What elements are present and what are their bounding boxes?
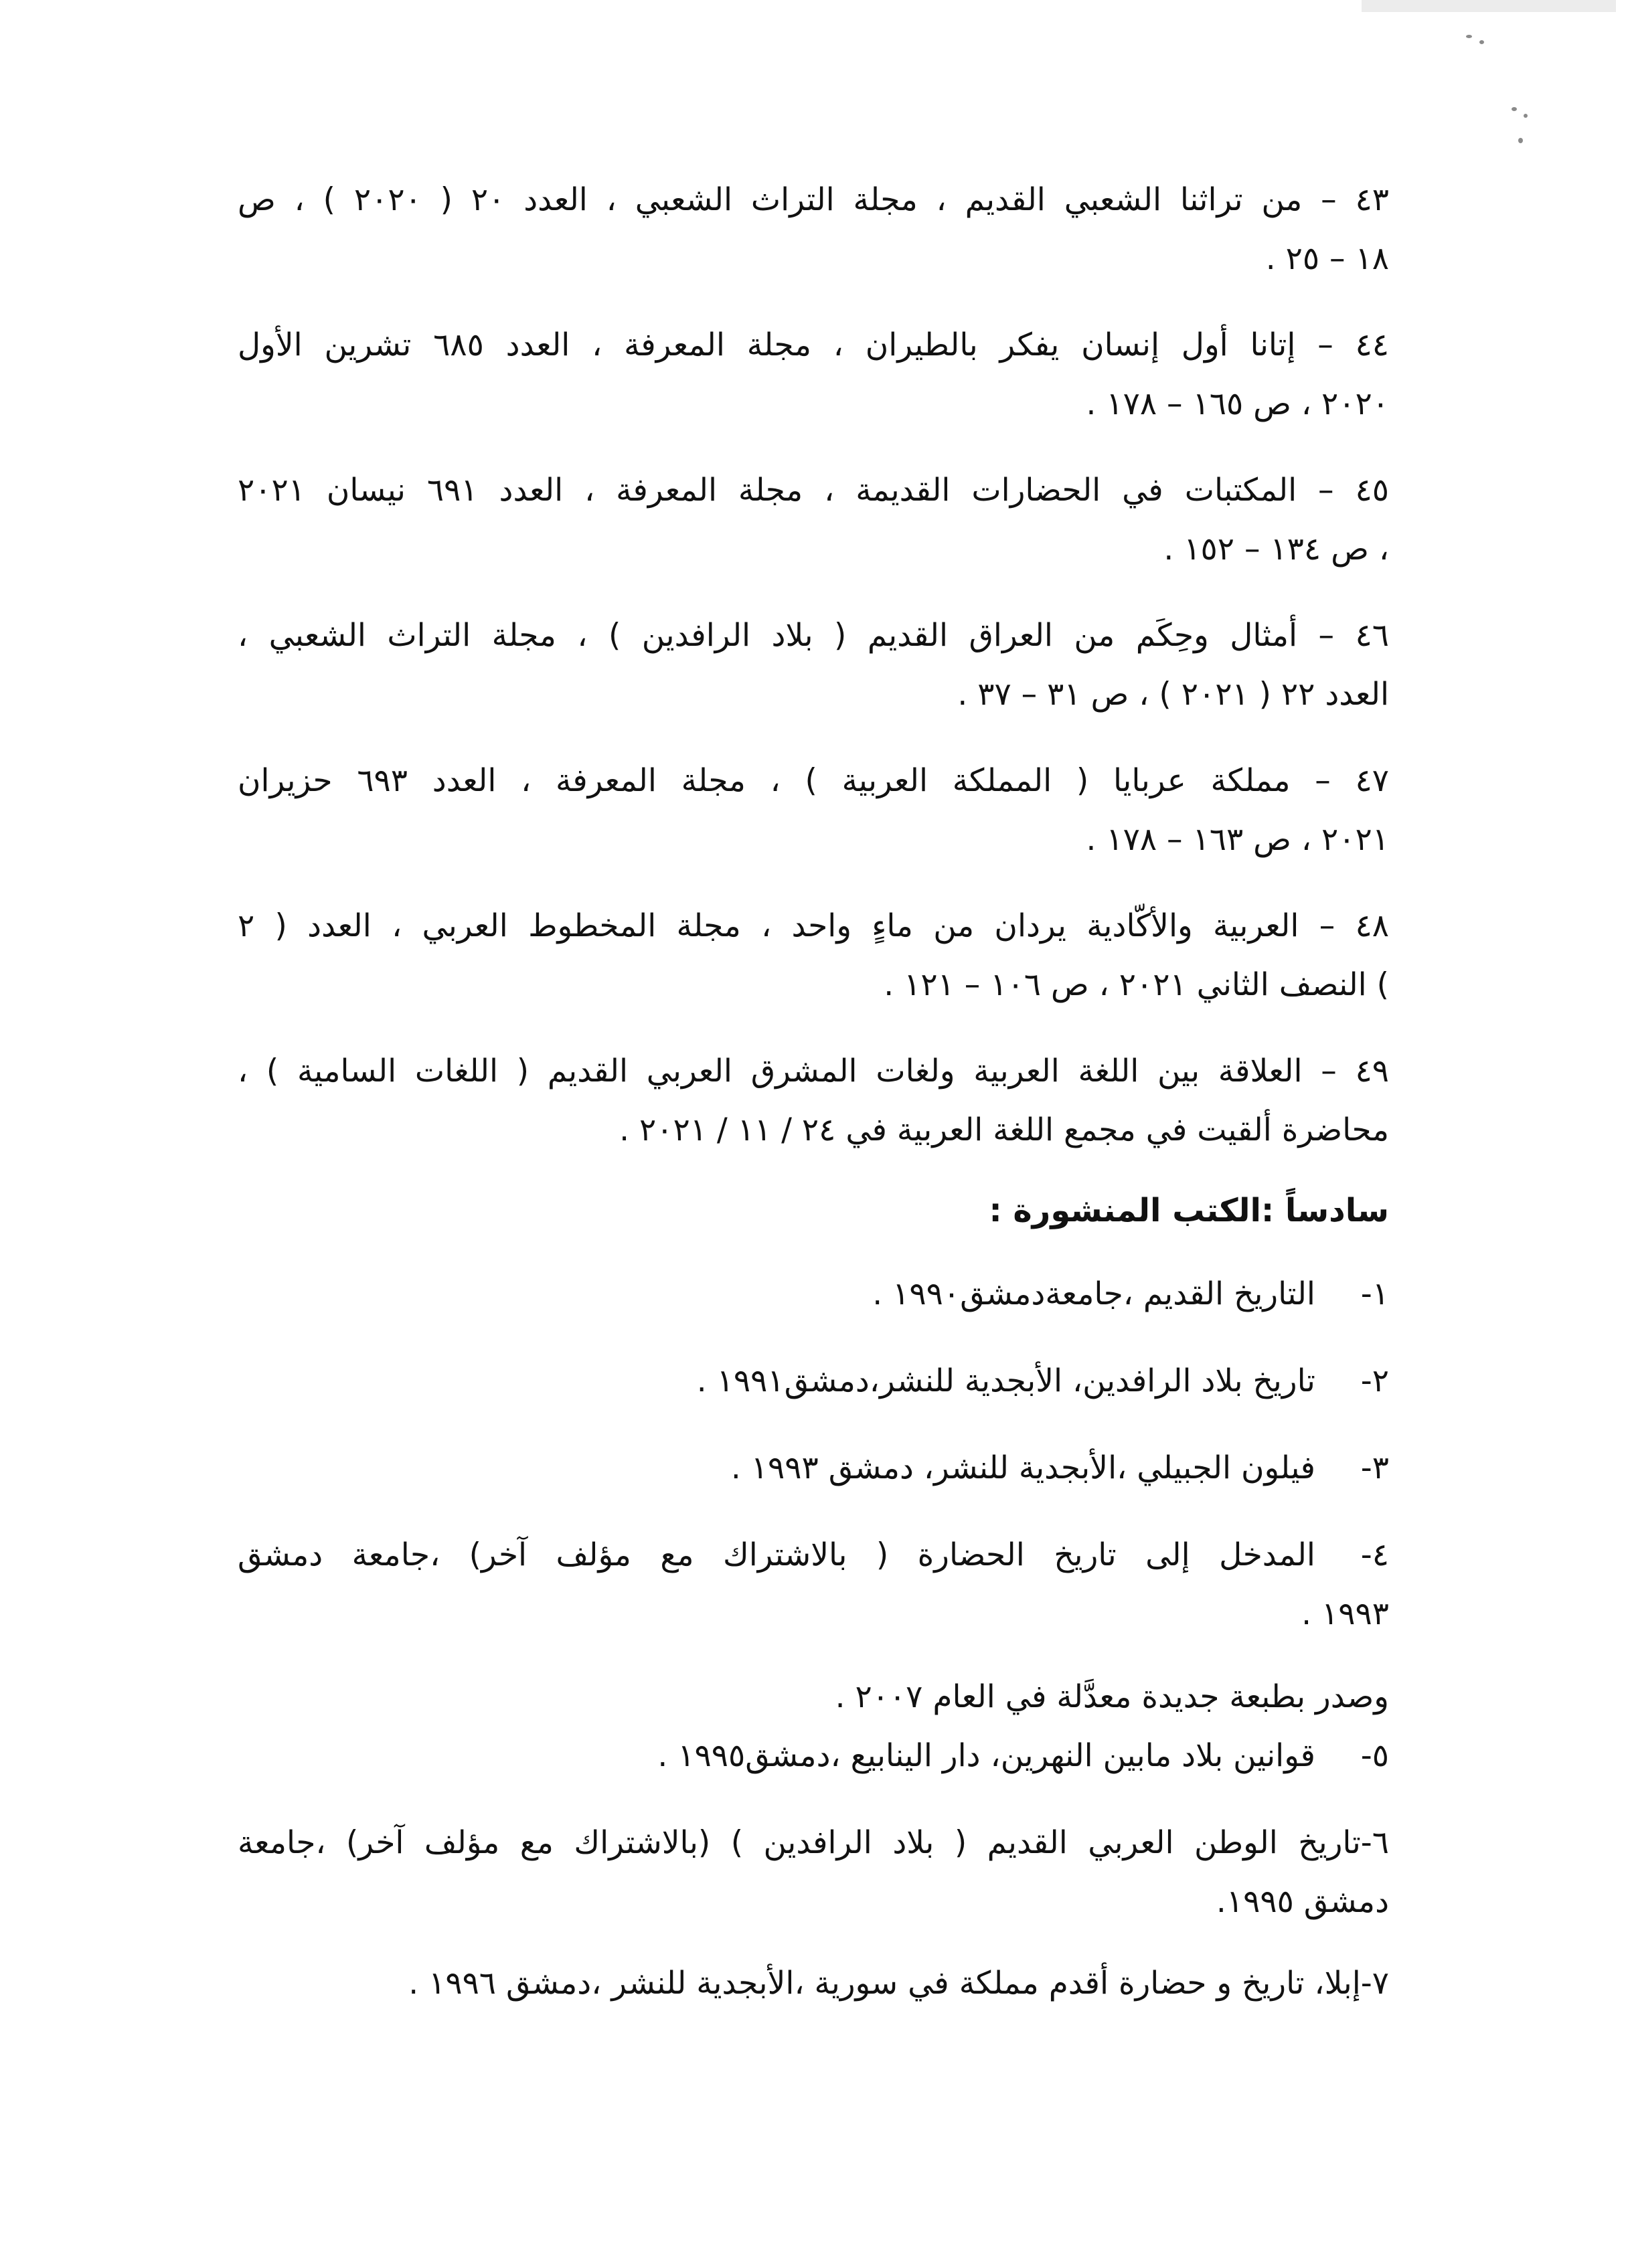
scan-edge-strip <box>1362 0 1616 12</box>
book-item <box>238 1265 1389 1324</box>
publication-item <box>238 897 1389 1015</box>
book-item <box>238 1439 1389 1498</box>
publication-item <box>238 171 1389 288</box>
publication-line: ٤٧ – مملكة عربايا ( المملكة العربية ) ، مجلة المعرفة ، العدد ٦٩٣ حزيران <box>238 762 1390 799</box>
edition-note <box>238 1668 1389 1727</box>
publication-item <box>238 606 1389 724</box>
publication-item <box>238 461 1389 579</box>
book-item <box>238 1526 1389 1644</box>
publication-line: ٢٠٢١ ، ص ١٦٣ – ١٧٨ . <box>1086 821 1389 858</box>
publication-line: ، ص ١٣٤ – ١٥٢ . <box>1163 531 1389 568</box>
book-number: ١- <box>1360 1276 1389 1312</box>
scan-speck <box>1466 35 1472 38</box>
publication-line: ٤٥ – المكتبات في الحضارات القديمة ، مجلة المعرفة ، العدد ٦٩١ نيسان ٢٠٢١ <box>238 472 1389 509</box>
scan-speck <box>1518 138 1523 143</box>
book-line: ٦-تاريخ الوطن العربي القديم ( بلاد الرافدين ) (بالاشتراك مع مؤلف آخر) ،جامعة <box>238 1824 1389 1861</box>
book-item <box>238 1814 1389 1931</box>
publication-line: ٤٨ – العربية والأكّادية يردان من ماءٍ واحد ، مجلة المخطوط العربي ، العدد ( ٢ <box>238 907 1389 944</box>
publication-line: ) النصف الثاني ٢٠٢١ ، ص ١٠٦ – ١٢١ . <box>884 966 1389 1003</box>
scan-speck <box>1524 114 1528 118</box>
publication-item <box>238 752 1389 869</box>
book-item <box>238 1727 1389 1785</box>
book-line: ٧-إبلا، تاريخ و حضارة أقدم مملكة في سورية ،الأبجدية للنشر ،دمشق ١٩٩٦ . <box>408 1965 1389 2002</box>
publication-line: ٤٤ – إتانا أول إنسان يفكر بالطيران ، مجلة المعرفة ، العدد ٦٨٥ تشرين الأول <box>238 327 1389 363</box>
publication-line: ٤٦ – أمثال وحِكَم من العراق القديم ( بلاد الرافدين ) ، مجلة التراث الشعبي ، <box>238 617 1389 654</box>
publication-line: العدد ٢٢ ( ٢٠٢١ ) ، ص ٣١ – ٣٧ . <box>957 676 1389 713</box>
publication-line: ٤٣ – من تراثنا الشعبي القديم ، مجلة التراث الشعبي ، العدد ٢٠ ( ٢٠٢٠ ) ، ص <box>238 181 1390 218</box>
publication-item <box>238 1042 1389 1160</box>
scan-speck <box>1512 107 1517 111</box>
book-title: تاريخ بلاد الرافدين، الأبجدية للنشر،دمشق١٩٩١ . <box>696 1363 1315 1399</box>
edition-note-text: وصدر بطبعة جديدة معدَّلة في العام ٢٠٠٧ . <box>835 1678 1389 1715</box>
publication-line: ٤٩ – العلاقة بين اللغة العربية ولغات المشرق العربي القديم ( اللغات السامية ) ، <box>238 1053 1389 1089</box>
scan-speck <box>1479 40 1484 44</box>
book-title: قوانين بلاد مابين النهرين، دار الينابيع ،دمشق١٩٩٥ . <box>657 1737 1315 1774</box>
book-item <box>238 1352 1389 1411</box>
publication-line: محاضرة ألقيت في مجمع اللغة العربية في ٢٤ / ١١ / ٢٠٢١ . <box>619 1112 1389 1148</box>
book-number: ٣- <box>1360 1450 1389 1486</box>
publication-line: ٢٠٢٠ ، ص ١٦٥ – ١٧٨ . <box>1086 385 1389 422</box>
book-title-continuation: ١٩٩٣ . <box>1301 1595 1389 1632</box>
book-title: المدخل إلى تاريخ الحضارة ( بالاشتراك مع مؤلف آخر) ،جامعة دمشق <box>238 1537 1315 1573</box>
book-title: فيلون الجبيلي ،الأبجدية للنشر، دمشق ١٩٩٣ . <box>730 1450 1315 1486</box>
book-item <box>238 1954 1389 2013</box>
book-number: ٢- <box>1360 1363 1389 1399</box>
book-title: التاريخ القديم ،جامعةدمشق١٩٩٠ . <box>872 1276 1315 1312</box>
books-section-heading: سادساً :الكتب المنشورة : <box>989 1192 1389 1229</box>
book-number: ٥- <box>1360 1737 1389 1774</box>
book-line: دمشق ١٩٩٥. <box>1216 1883 1389 1920</box>
publication-item <box>238 316 1389 434</box>
book-number: ٤- <box>1360 1537 1389 1573</box>
publication-line: ١٨ – ٢٥ . <box>1265 240 1389 277</box>
